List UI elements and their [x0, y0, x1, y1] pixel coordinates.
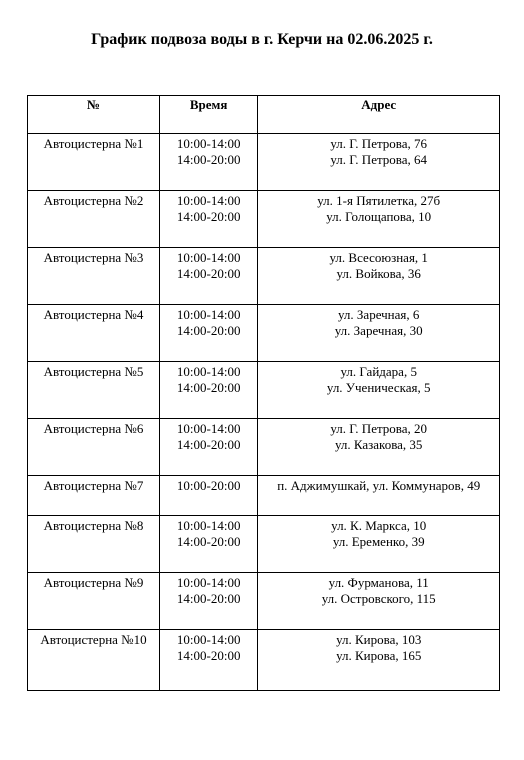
tanker-cell: Автоцистерна №3 — [28, 248, 160, 305]
address-cell — [258, 419, 500, 476]
time-cell — [159, 134, 257, 191]
address: ул. Всесоюзная, 1 — [329, 250, 428, 265]
address: ул. Фурманова, 11 — [328, 575, 429, 590]
tanker-cell: Автоцистерна №1 — [28, 134, 160, 191]
table-row — [28, 248, 500, 305]
address: ул. Г. Петрова, 20 — [330, 421, 428, 436]
time-slot: 14:00-20:00 — [176, 380, 241, 395]
tanker-cell: Автоцистерна №9 — [28, 573, 160, 630]
tanker-cell: Автоцистерна №5 — [28, 362, 160, 419]
table-row — [28, 516, 500, 573]
address: ул. Казакова, 35 — [334, 437, 423, 452]
time-slot: 10:00-14:00 — [176, 307, 241, 322]
time-slot: 10:00-14:00 — [176, 518, 241, 533]
tanker-cell: Автоцистерна №6 — [28, 419, 160, 476]
page-title: График подвоза воды в г. Керчи на 02.06.2025 г. — [91, 31, 433, 48]
header-time: Время — [159, 96, 257, 134]
header-address: Адрес — [258, 96, 500, 134]
table-row — [28, 362, 500, 419]
time-slot: 14:00-20:00 — [176, 534, 241, 549]
time-slot: 14:00-20:00 — [176, 209, 241, 224]
time-cell — [159, 305, 257, 362]
table-row — [28, 191, 500, 248]
table-row — [28, 630, 500, 691]
address: ул. Островского, 115 — [321, 591, 436, 606]
address-cell — [258, 573, 500, 630]
table-row — [28, 134, 500, 191]
address: ул. Войкова, 36 — [336, 266, 421, 281]
table-row — [28, 305, 500, 362]
time-slot: 14:00-20:00 — [176, 437, 241, 452]
time-cell — [159, 476, 257, 516]
time-slot: 10:00-14:00 — [176, 632, 241, 647]
address-cell — [258, 476, 500, 516]
address-cell — [258, 248, 500, 305]
address-cell — [258, 191, 500, 248]
tanker-cell: Автоцистерна №10 — [28, 630, 160, 691]
time-cell — [159, 191, 257, 248]
address: ул. 1-я Пятилетка, 27б — [317, 193, 441, 208]
time-slot: 10:00-14:00 — [176, 364, 241, 379]
address-cell — [258, 305, 500, 362]
time-slot: 14:00-20:00 — [176, 591, 241, 606]
address: ул. Голощапова, 10 — [326, 209, 432, 224]
table-body — [28, 134, 500, 691]
address: ул. Заречная, 6 — [338, 307, 420, 322]
time-cell — [159, 248, 257, 305]
time-slot: 14:00-20:00 — [176, 152, 241, 167]
water-schedule-table — [27, 95, 500, 691]
address: ул. Г. Петрова, 76 — [330, 136, 428, 151]
header-number: № — [28, 96, 160, 134]
address: ул. Г. Петрова, 64 — [330, 152, 428, 167]
address: п. Аджимушкай, ул. Коммунаров, 49 — [277, 478, 481, 493]
time-slot: 10:00-14:00 — [176, 250, 241, 265]
time-cell — [159, 573, 257, 630]
table-row — [28, 573, 500, 630]
tanker-cell: Автоцистерна №7 — [28, 476, 160, 516]
time-slot: 14:00-20:00 — [176, 323, 241, 338]
address: ул. К. Маркса, 10 — [331, 518, 427, 533]
address: ул. Кирова, 165 — [336, 648, 422, 663]
time-slot: 14:00-20:00 — [176, 266, 241, 281]
time-cell — [159, 362, 257, 419]
table-row — [28, 476, 500, 516]
time-cell — [159, 630, 257, 691]
table-row — [28, 419, 500, 476]
address: ул. Кирова, 103 — [336, 632, 422, 647]
time-cell — [159, 419, 257, 476]
address-cell — [258, 516, 500, 573]
address: ул. Гайдара, 5 — [340, 364, 417, 379]
tanker-cell: Автоцистерна №2 — [28, 191, 160, 248]
address-cell — [258, 630, 500, 691]
tanker-cell: Автоцистерна №4 — [28, 305, 160, 362]
address: ул. Ученическая, 5 — [326, 380, 431, 395]
address: ул. Еременко, 39 — [332, 534, 425, 549]
address-cell — [258, 134, 500, 191]
time-slot: 10:00-14:00 — [176, 421, 241, 436]
time-cell — [159, 516, 257, 573]
table-header-row — [28, 96, 500, 134]
time-slot: 10:00-20:00 — [176, 478, 241, 493]
time-slot: 14:00-20:00 — [176, 648, 241, 663]
address: ул. Заречная, 30 — [334, 323, 423, 338]
time-slot: 10:00-14:00 — [176, 575, 241, 590]
time-slot: 10:00-14:00 — [176, 193, 241, 208]
time-slot: 10:00-14:00 — [176, 136, 241, 151]
address-cell — [258, 362, 500, 419]
tanker-cell: Автоцистерна №8 — [28, 516, 160, 573]
